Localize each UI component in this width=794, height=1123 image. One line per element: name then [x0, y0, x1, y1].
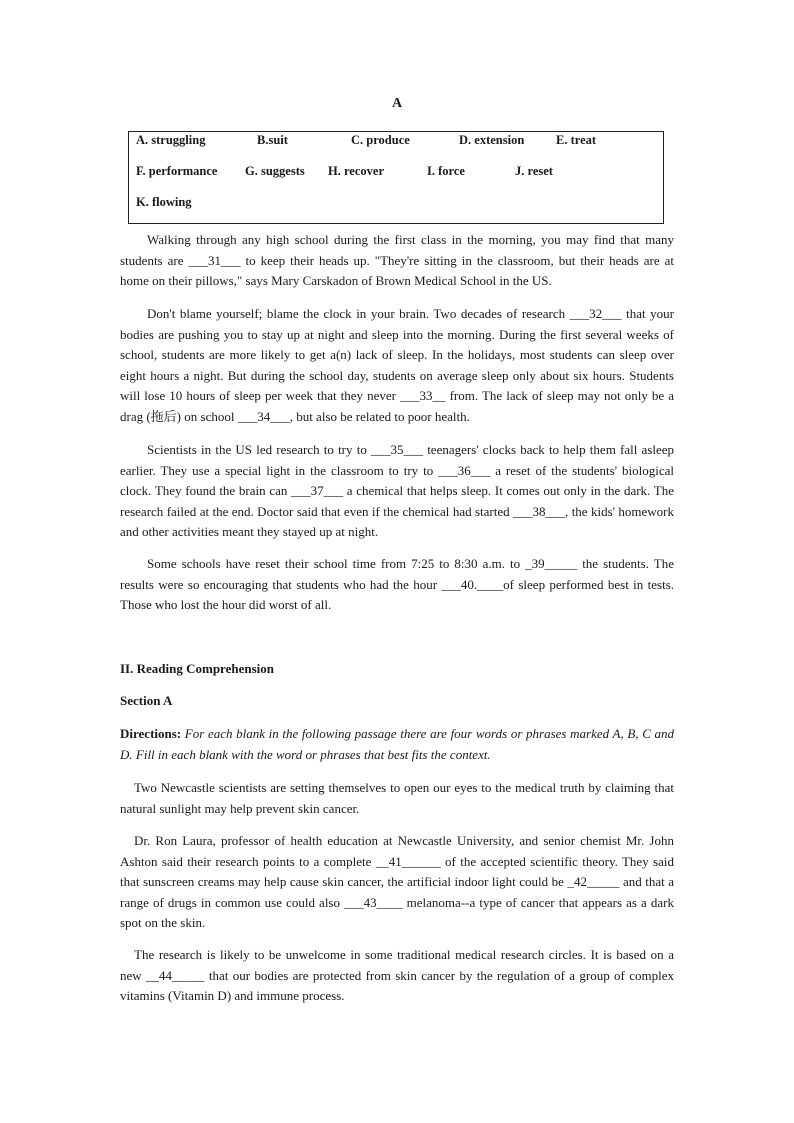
word-bank-option: B.suit	[257, 133, 288, 147]
word-bank-option: H. recover	[328, 164, 384, 178]
passage-b-paragraph: Dr. Ron Laura, professor of health education at Newcastle University, and senior chemist Mr. John Ashton said their research points to a complete __41______ of the accepted scientific theory. They said that sunscreen creams may help cause skin cancer, the artificial indoor light could be _42_____ and that a range of drugs in common use could also ___43____ melanoma--a type of cancer that appears as a dark spot on the skin.	[120, 833, 674, 930]
section-letter: A	[391, 96, 403, 111]
directions	[120, 724, 674, 765]
passage-a-paragraph: Walking through any high school during the first class in the morning, you may find that many students are ___31___ to keep their heads up. "They're sitting in the classroom, but their heads are at home on their pillows," says Mary Carskadon of Brown Medical School in the US.	[120, 232, 674, 288]
passage-a-paragraph: Scientists in the US led research to try to ___35___ teenagers' clocks back to help them fall asleep earlier. They use a special light in the classroom to try to ___36___ a reset of the students' biological clock. They found the brain can ___37___ a chemical that helps sleep. It comes out only in the dark. The research failed at the end. Doctor said that even if the chemical had started ___38___, the kids' homework and other activities meant they stayed up at night.	[120, 442, 674, 539]
word-bank-option: A. struggling	[136, 133, 206, 147]
word-bank-option: D. extension	[459, 133, 525, 147]
directions-text: For each blank in the following passage there are four words or phrases marked A, B, C and D. Fill in each blank with the word or phrases that best fits the context.	[120, 726, 675, 762]
section-heading: Section A	[120, 693, 173, 708]
word-bank-option: C. produce	[351, 133, 410, 147]
passage-a-paragraph: Don't blame yourself; blame the clock in your brain. Two decades of research ___32___ that your bodies are pushing you to stay up at night and sleep into the morning. During the first several weeks of school, students are more likely to get a(n) lack of sleep. In the holidays, most students can sleep over eight hours a night. But during the school day, students on average sleep only about six hours. Students will lose 10 hours of sleep per week that they never ___33__ from. The lack of sleep may not only be a drag (拖后) on school ___34___, but also be related to poor health.	[120, 306, 674, 424]
word-bank-option: J. reset	[515, 164, 553, 178]
passage-a-paragraph: Some schools have reset their school time from 7:25 to 8:30 a.m. to _39_____ the students. The results were so encouraging that students who had the hour ___40.____of sleep performed best in tests. Those who lost the hour did worst of all.	[120, 556, 674, 612]
directions-label: Directions:	[120, 726, 182, 741]
word-bank-option: E. treat	[556, 133, 597, 147]
word-bank-option: K. flowing	[136, 195, 192, 209]
passage-b-paragraph: Two Newcastle scientists are setting themselves to open our eyes to the medical truth by claiming that natural sunlight may help prevent skin cancer.	[120, 780, 674, 816]
word-bank-option: I. force	[427, 164, 465, 178]
passage-b-paragraph: The research is likely to be unwelcome in some traditional medical research circles. It is based on a new __44_____ that our bodies are protected from skin cancer by the regulation of a group of complex vitamins (Vitamin D) and immune process.	[120, 947, 674, 1003]
word-bank-option: F. performance	[136, 164, 218, 178]
word-bank-box	[128, 131, 664, 224]
part-heading: II. Reading Comprehension	[120, 661, 274, 676]
word-bank-option: G. suggests	[245, 164, 305, 178]
